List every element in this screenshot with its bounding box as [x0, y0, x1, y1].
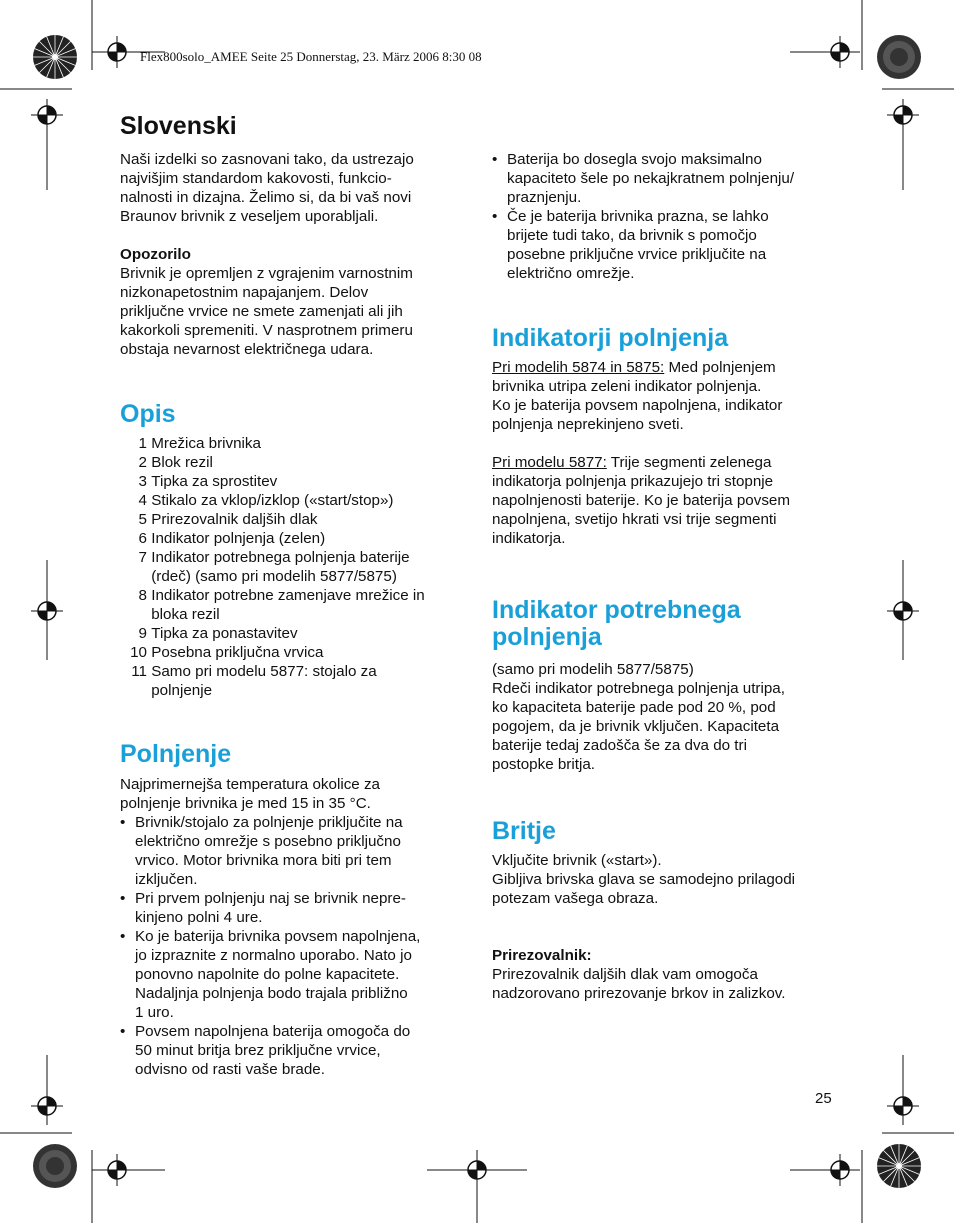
prirezovalnik-paragraph: Prirezovalnik daljših dlak vam omogoča nadzorovano prirezovanje brkov in zalizkov. [492, 966, 786, 1002]
registration-disc-icon [33, 1144, 77, 1188]
list-item: 10 Posebna priključna vrvica [130, 644, 324, 661]
indikatorji-paragraph-2: Pri modelu 5877: Trije segmenti zelenega indikatorja polnjenja prikazujejo tri stopnje napolnjenosti baterije. Ko je baterija povsem napolnjena, svetijo hkrati vsi trije segmenti indikatorja. [492, 454, 791, 547]
registration-star-icon [877, 1144, 921, 1188]
list-item: 8 Indikator potrebne zamenjave mrežice in bloka rezil [138, 587, 425, 623]
intro-paragraph: Naši izdelki so zasnovani tako, da ustrezajo najvišjim standardom kakovosti, funkcio- nalnosti in dizajna. Želimo si, da bi vaš novi Braunov brivnik z veseljem uporabljali. [120, 151, 414, 225]
print-header: Flex800solo_AMEE Seite 25 Donnerstag, 23. März 2006 8:30 08 [140, 49, 482, 64]
indikator-potrebnega-paragraph: (samo pri modelih 5877/5875) Rdeči indikator potrebnega polnjenja utripa, ko kapaciteta baterije pade pod 20 %, pod pogojem, da je brivnik vključen. Kapaciteta baterije tedaj zadošča še za dva do tri postopke britja. [492, 661, 785, 773]
section-title-britje: Britje [492, 817, 556, 845]
prirezovalnik-title: Prirezovalnik: [492, 947, 592, 964]
language-title: Slovenski [120, 112, 237, 140]
polnjenje-intro: Najprimernejša temperatura okolice za polnjenje brivnika je med 15 in 35 °C. [120, 776, 380, 812]
list-item: 7 Indikator potrebnega polnjenja baterije (rdeč) (samo pri modelih 5877/5875) [138, 549, 410, 585]
section-title-indikatorji: Indikatorji polnjenja [492, 324, 729, 352]
warning-paragraph: Brivnik je opremljen z vgrajenim varnostnim nizkonapetostnim napajanjem. Delov priključne vrvice ne smete zamenjati ali jih kakorkoli spremeniti. V nasprotnem primeru obstaja nevarnost električnega udara. [120, 265, 413, 358]
list-item: 4 Stikalo za vklop/izklop («start/stop») [138, 492, 394, 509]
list-item: 3 Tipka za sprostitev [138, 473, 278, 490]
polnjenje-content [120, 775, 465, 1079]
indikator-potrebnega-content [492, 660, 837, 774]
left-column [120, 150, 465, 359]
registration-disc-icon [877, 35, 921, 79]
section-title-opis: Opis [120, 400, 176, 428]
list-item: • Povsem napolnjena baterija omogoča do 50 minut britja brez priključne vrvice, odvisno od rasti vaše brade. [120, 1023, 411, 1078]
indikatorji-content [492, 358, 837, 548]
registration-star-icon [33, 35, 77, 79]
list-item: • Baterija bo dosegla svojo maksimalno kapaciteto šele po nekajkratnem polnjenju/ praznjenju. [492, 151, 795, 206]
list-item: 2 Blok rezil [138, 454, 213, 471]
polnjenje-bullets [120, 813, 465, 1079]
warning-title: Opozorilo [120, 246, 191, 263]
battery-bullets [492, 150, 837, 283]
britje-content [492, 851, 837, 1003]
list-item: 11 Samo pri modelu 5877: stojalo za polnjenje [131, 663, 377, 699]
opis-list-container [120, 434, 465, 700]
list-item: 5 Prirezovalnik daljših dlak [138, 511, 318, 528]
right-column-top [492, 150, 837, 283]
list-item: • Pri prvem polnjenju naj se brivnik nepre- kinjeno polni 4 ure. [120, 890, 406, 926]
section-title-indikator-potrebnega: Indikator potrebnega polnjenja [492, 596, 741, 651]
list-item: • Brivnik/stojalo za polnjenje priključite na električno omrežje s posebno priključno vrvico. Motor brivnika mora biti pri tem izključen. [120, 814, 403, 888]
indikatorji-paragraph-1: Pri modelih 5874 in 5875: Med polnjenjem brivnika utripa zeleni indikator polnjenja. Ko je baterija povsem napolnjena, indikator polnjenja neprekinjeno sveti. [492, 359, 783, 433]
list-item: • Če je baterija brivnika prazna, se lahko brijete tudi tako, da brivnik s pomočjo posebne priključne vrvice priključite na električno omrežje. [492, 208, 769, 282]
page-number: 25 [815, 1090, 832, 1107]
section-title-polnjenje: Polnjenje [120, 740, 232, 768]
opis-list [120, 434, 465, 700]
list-item: 1 Mrežica brivnika [138, 435, 261, 452]
list-item: • Ko je baterija brivnika povsem napolnjena, jo izpraznite z normalno uporabo. Nato jo ponovno napolnite do polne kapacitete. Nadaljnja polnjenja bodo trajala približno 1 uro. [120, 928, 421, 1021]
list-item: 6 Indikator polnjenja (zelen) [138, 530, 326, 547]
britje-paragraph: Vključite brivnik («start»). Gibljiva brivska glava se samodejno prilagodi potezam vašega obraza. [492, 852, 796, 907]
list-item: 9 Tipka za ponastavitev [138, 625, 298, 642]
